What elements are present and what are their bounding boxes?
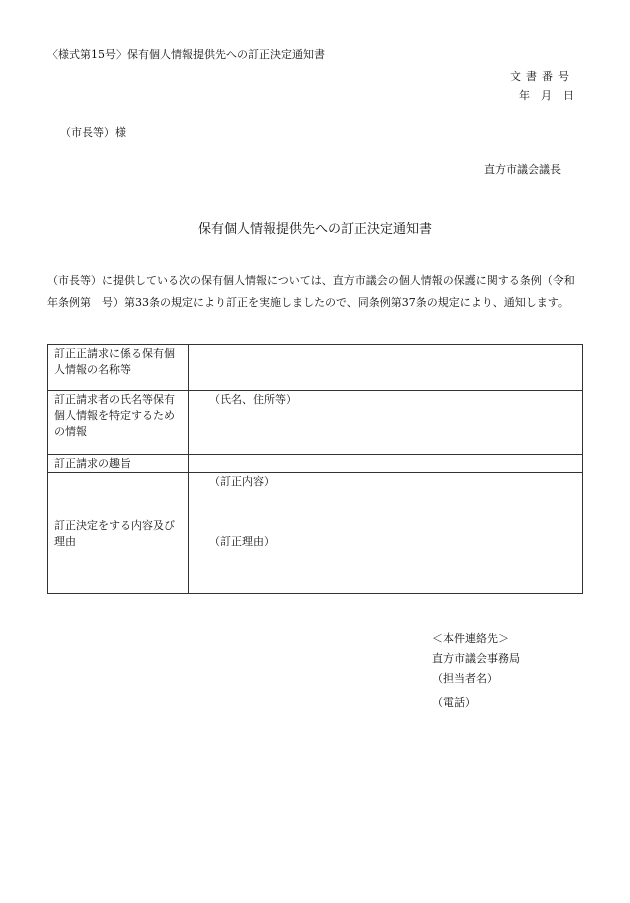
- notice-details-table: [47, 344, 583, 594]
- cell-request-purpose: [189, 455, 583, 473]
- table-row: [48, 391, 583, 455]
- cell-decision-content: [189, 473, 583, 594]
- contact-block: [432, 629, 520, 689]
- document-date: 年 月 日: [519, 89, 574, 102]
- contact-phone: （電話）: [432, 696, 476, 709]
- form-number-label: 〈様式第15号〉保有個人情報提供先への訂正決定通知書: [47, 48, 325, 61]
- contact-heading: ＜本件連絡先＞: [432, 632, 509, 645]
- notice-body-text: （市長等）に提供している次の保有個人情報については、直方市議会の個人情報の保護に関する条例（令和 年条例第 号）第33条の規定により訂正を実施しましたので、同条例第37条の規定により、通知します。: [47, 274, 586, 309]
- cell-requester-identity: [189, 391, 583, 455]
- row-label-request-purpose: 訂正請求の趣旨: [48, 455, 189, 473]
- contact-office: 直方市議会事務局: [432, 652, 520, 665]
- table-row: [48, 473, 583, 594]
- contact-person: （担当者名）: [432, 672, 498, 685]
- requester-identity-note: （氏名、住所等）: [209, 393, 297, 406]
- row-label-request-info-name: 訂正正請求に係る保有個人情報の名称等: [48, 345, 189, 391]
- correction-content-note: （訂正内容）: [209, 475, 275, 488]
- document-number: 文書番号: [510, 70, 574, 83]
- decision-content-label: 訂正決定をする内容及び理由: [54, 518, 175, 548]
- row-label-requester-identity: 訂正請求者の氏名等保有個人情報を特定するための情報: [48, 391, 189, 455]
- addressee: （市長等）様: [60, 126, 126, 139]
- table-row: [48, 455, 583, 473]
- sender-name: 直方市議会議長: [484, 163, 561, 176]
- document-title: 保有個人情報提供先への訂正決定通知書: [197, 222, 432, 237]
- correction-reason-note: （訂正理由）: [209, 535, 275, 548]
- row-label-decision-content: [48, 473, 189, 594]
- table-row: [48, 345, 583, 391]
- cell-request-info-name: [189, 345, 583, 391]
